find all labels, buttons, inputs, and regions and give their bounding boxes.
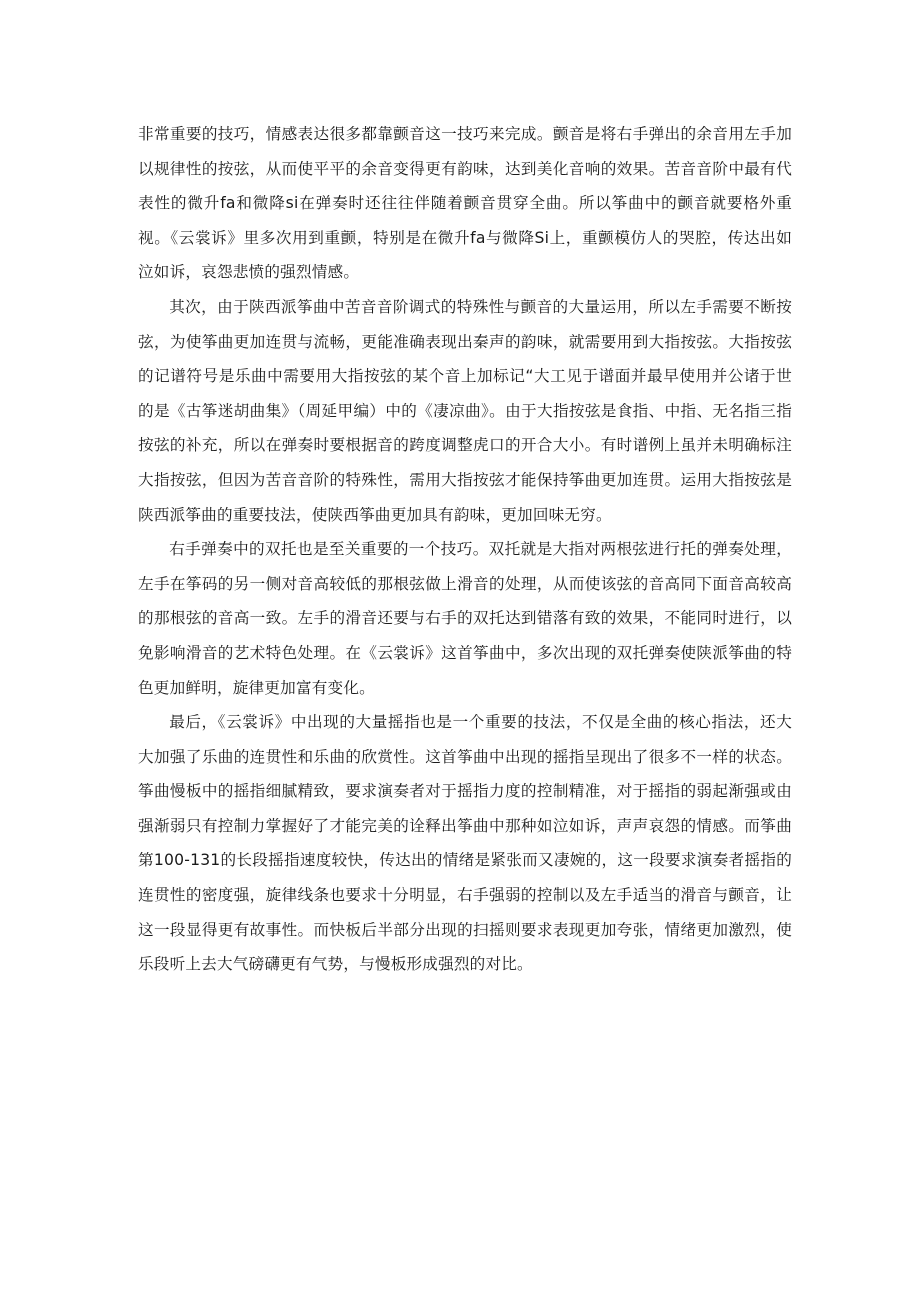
paragraph-tremolo: 最后，《云裳诉》中出现的大量摇指也是一个重要的技法，不仅是全曲的核心指法，还大大加强了乐曲的连贯性和乐曲的欣赏性。这首筝曲中出现的摇指呈现出了很多不一样的状态。筝曲慢板中的摇指细腻精致，要求演奏者对于摇指力度的控制精准，对于摇指的弱起渐强或由强渐弱只有控制力掌握好了才能完美的诠释出筝曲中那种如泣如诉，声声哀怨的情感。而筝曲第100-131的长段摇指速度较快，传达出的情绪是紧张而又凄婉的，这一段要求演奏者摇指的连贯性的密度强，旋律线条也要求十分明显，右手强弱的控制以及左手适当的滑音与颤音，让这一段显得更有故事性。而快板后半部分出现的扫摇则要求表现更加夸张，情绪更加激烈，使乐段听上去大气磅礴更有气势，与慢板形成强烈的对比。	[138, 713, 792, 974]
document-body	[138, 117, 792, 982]
paragraph-continuation: 非常重要的技巧，情感表达很多都靠颤音这一技巧来完成。颤音是将右手弹出的余音用左手加以规律性的按弦，从而使平平的余音变得更有韵味，达到美化音响的效果。苦音音阶中最有代表性的微升fa和微降si在弹奏时还往往伴随着颤音贯穿全曲。所以筝曲中的颤音就要格外重视。《云裳诉》里多次用到重颤，特别是在微升fa与微降Si上，重颤模仿人的哭腔，传达出如泣如诉，哀怨悲愤的强烈情感。	[138, 125, 792, 282]
paragraph-double-pluck: 右手弹奏中的双托也是至关重要的一个技巧。双托就是大指对两根弦进行托的弹奏处理，左手在筝码的另一侧对音高较低的那根弦做上滑音的处理，从而使该弦的音高同下面音高较高的那根弦的音高一致。左手的滑音还要与右手的双托达到错落有致的效果，不能同时进行，以免影响滑音的艺术特色处理。在《云裳诉》这首筝曲中，多次出现的双托弹奏使陕派筝曲的特色更加鲜明，旋律更加富有变化。	[138, 540, 792, 697]
paragraph-thumb-press: 其次，由于陕西派筝曲中苦音音阶调式的特殊性与颤音的大量运用，所以左手需要不断按弦，为使筝曲更加连贯与流畅，更能准确表现出秦声的韵味，就需要用到大指按弦。大指按弦的记谱符号是乐曲中需要用大指按弦的某个音上加标记“大工见于谱面并最早使用并公诸于世的是《古筝迷胡曲集》（周延甲编）中的《凄凉曲》。由于大指按弦是食指、中指、无名指三指按弦的补充，所以在弹奏时要根据音的跨度调整虎口的开合大小。有时谱例上虽并未明确标注大指按弦，但因为苦音音阶的特殊性，需用大指按弦才能保持筝曲更加连贯。运用大指按弦是陕西派筝曲的重要技法，使陕西筝曲更加具有韵味，更加回味无穷。	[138, 297, 792, 524]
